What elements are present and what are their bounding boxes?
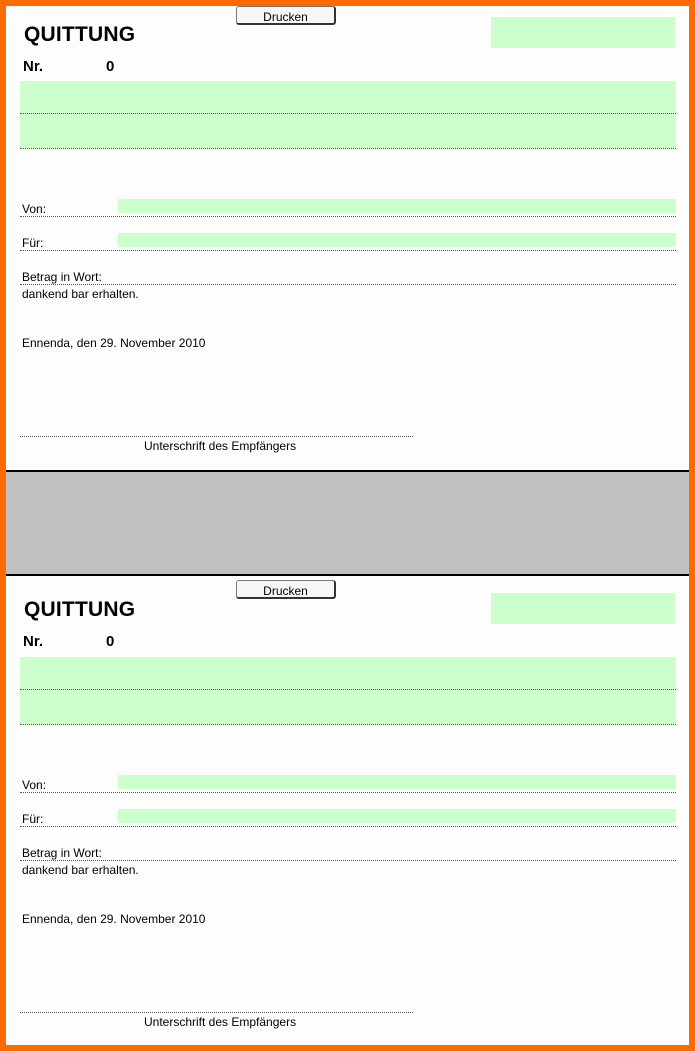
for-label: Für:: [22, 236, 44, 250]
receipt-title: QUITTUNG: [24, 23, 136, 46]
place-date: Ennenda, den 29. November 2010: [22, 912, 206, 926]
print-button[interactable]: Drucken: [236, 6, 336, 25]
from-field[interactable]: [118, 775, 676, 789]
for-line: [20, 249, 676, 251]
for-field[interactable]: [118, 809, 676, 823]
address-field-2[interactable]: [20, 114, 676, 149]
for-field[interactable]: [118, 233, 676, 247]
received-text: dankend bar erhalten.: [22, 287, 139, 301]
receipt-1: [6, 6, 689, 470]
number-value: 0: [106, 633, 115, 650]
from-label: Von:: [22, 778, 47, 792]
from-label: Von:: [22, 202, 47, 216]
document-frame: [6, 6, 689, 1045]
place-date: Ennenda, den 29. November 2010: [22, 336, 206, 350]
address-field-1[interactable]: [20, 657, 676, 690]
amount-in-words-label: Betrag in Wort:: [22, 846, 102, 860]
from-line: [20, 791, 676, 793]
address-field-2[interactable]: [20, 690, 676, 725]
from-field[interactable]: [118, 199, 676, 213]
number-label: Nr.: [23, 58, 44, 75]
number-value: 0: [106, 58, 115, 75]
for-label: Für:: [22, 812, 44, 826]
number-label: Nr.: [23, 633, 44, 650]
signature-line: [20, 435, 413, 437]
amount-in-words-line: [20, 859, 676, 861]
receipt-2: [6, 576, 689, 1045]
signature-label: Unterschrift des Empfängers: [144, 1015, 297, 1029]
amount-field[interactable]: [491, 593, 675, 624]
amount-field[interactable]: [491, 17, 675, 48]
separator-band: [6, 470, 689, 576]
signature-line: [20, 1011, 413, 1013]
print-button[interactable]: Drucken: [236, 580, 336, 599]
amount-in-words-label: Betrag in Wort:: [22, 270, 102, 284]
receipt-title: QUITTUNG: [24, 598, 136, 621]
signature-label: Unterschrift des Empfängers: [144, 439, 297, 453]
amount-in-words-line: [20, 283, 676, 285]
received-text: dankend bar erhalten.: [22, 863, 139, 877]
address-field-1[interactable]: [20, 81, 676, 114]
for-line: [20, 825, 676, 827]
from-line: [20, 215, 676, 217]
